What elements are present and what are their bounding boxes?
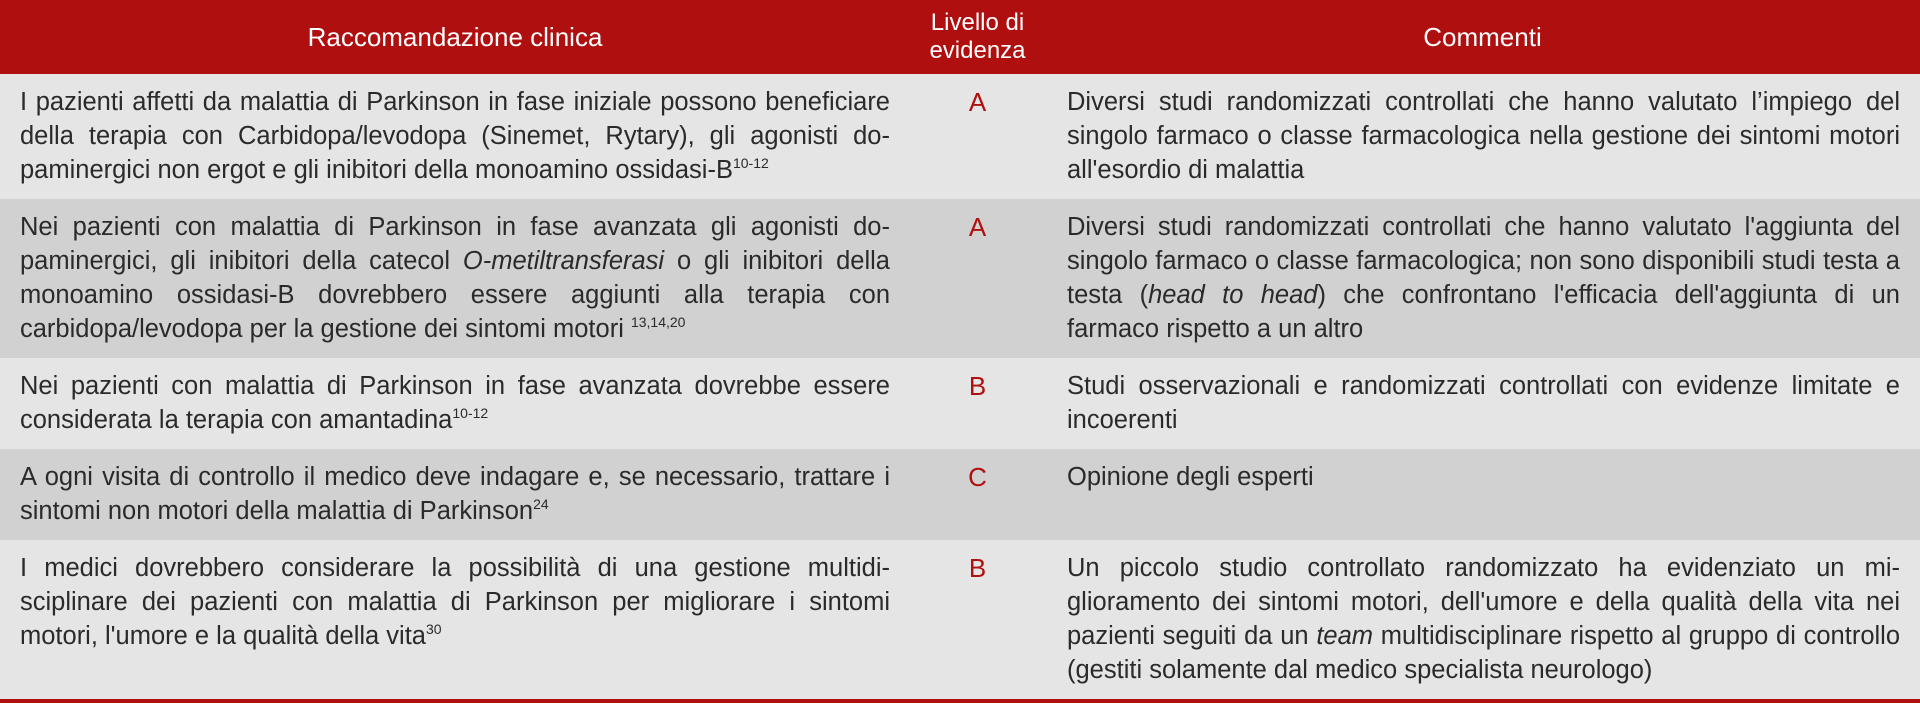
table-row [0,449,1920,540]
header-recommendation: Raccomandazione clinica [307,22,603,52]
header-level-line1: Livello di [930,9,1025,36]
recommendation-cell [0,358,910,449]
table-row [0,199,1920,358]
recommendation-text: A ogni visita di controllo il medico deve indagare e, se necessario, trattare i sintomi non motori della malattia di Parkinson [20,463,890,525]
comment-text: Diversi studi randomizzati controllati che hanno valutato l'aggiunta del singolo farmaco o classe farmacologica; non sono disponibili studi testa a testa ( [1067,213,1900,309]
comment-text: Un piccolo studio controllato randomizzato ha evidenziato un miglioramento dei sintomi motori, dell'umore e della qualità della vita nei pazienti seguiti da un [1067,554,1900,650]
recommendation-cell [0,449,910,540]
comment-italic-term: head to head [1148,281,1318,309]
comment-text: multidisciplinare rispetto al gruppo di controllo (gestiti solamente dal medico specialista neurologo) [1067,622,1901,684]
comment-italic-term: team [1316,622,1374,650]
evidence-level-cell: B [968,371,987,401]
recommendation-italic-term: O-metiltransferasi [462,247,665,275]
comment-cell [1045,199,1920,358]
header-row [0,0,1920,74]
table-row [0,74,1920,199]
reference-superscript: 10-12 [452,405,489,421]
evidence-level-cell: A [968,212,987,242]
header-evidence-level [910,0,1045,74]
reference-superscript: 24 [533,496,549,512]
table-header [0,0,1920,74]
recommendation-text: I pazienti affetti da malattia di Parkinson in fase iniziale possono beneficiare della terapia con Carbidopa/levodopa (Sinemet, Rytary), gli agonisti dopaminergici non ergot e gli inibitori della monoamino ossidasi-B [20,88,890,184]
evidence-level-cell: A [968,87,987,117]
recommendation-cell [0,74,910,199]
recommendation-cell [0,199,910,358]
evidence-level-cell: C [968,462,987,492]
table-body [0,74,1920,701]
recommendation-text: I medici dovrebbero considerare la possibilità di una gestione multidisciplinare dei pazienti con malattia di Parkinson per migliorare i sintomi motori, l'umore e la qualità della vita [20,554,890,650]
comment-cell: Studi osservazionali e randomizzati controllati con evidenze limitate e incoerenti [1067,372,1900,434]
table-row [0,540,1920,701]
evidence-level-cell: B [910,540,1045,701]
header-comments: Commenti [1423,22,1542,52]
comment-text: ) che confrontano l'efficacia dell'aggiunta di un farmaco rispetto a un altro [1067,281,1900,343]
recommendation-cell [0,540,910,701]
reference-superscript: 30 [425,621,442,637]
table-row [0,358,1920,449]
comment-cell: Diversi studi randomizzati controllati che hanno valutato l’impiego del singolo farmaco o classe farmacologica nella gestione dei sintomi motori all'esordio di malattia [1067,88,1900,184]
recommendation-text: o gli inibitori della monoamino ossidasi-B dovrebbero essere aggiunti alla terapia con carbidopa/levodopa per la gestione dei sintomi motori [20,247,890,343]
recommendation-text: Nei pazienti con malattia di Parkinson in fase avanzata dovrebbe essere considerata la terapia con amantadina [20,372,890,434]
reference-superscript: 13,14,20 [630,314,686,330]
comment-cell: Opinione degli esperti [1067,463,1314,491]
recommendation-text: Nei pazienti con malattia di Parkinson in fase avanzata gli agonisti dopaminergici, gli inibitori della catecol [20,213,890,275]
reference-superscript: 10-12 [732,155,769,171]
header-level-line2: evidenza [929,37,1026,64]
comment-cell [1045,540,1920,701]
